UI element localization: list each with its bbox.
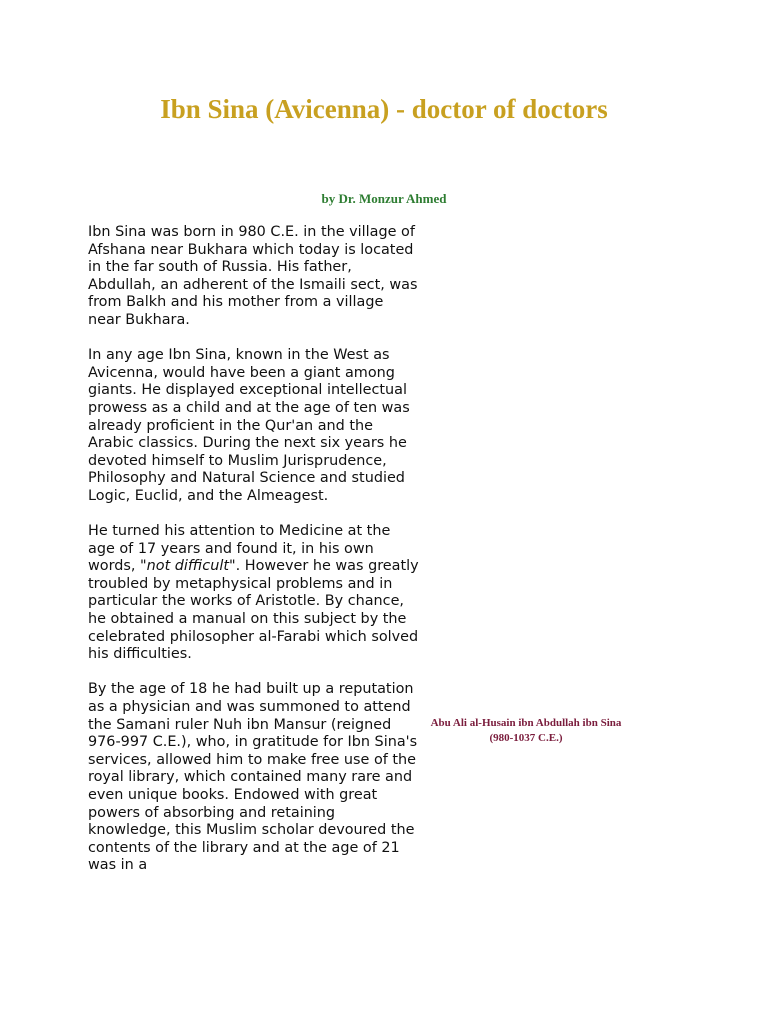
paragraph-physician: By the age of 18 he had built up a reputation as a physician and was summoned to attend the Samani ruler Nuh ibn Mansur (reigned 976-997 C.E.), who, in gratitude for Ibn Sina's services, allowed him to make free use of the royal library, which contained many rare and even unique books. Endowed with great powers of absorbing and retaining knowledge, this Muslim scholar devoured the contents of the library and at the age of 21 was in a [88, 681, 418, 874]
paragraph-early-life: In any age Ibn Sina, known in the West as Avicenna, would have been a giant among giants. He displayed exceptional intellectual prowess as a child and at the age of ten was already proficient in the Qur'an and the Arabic classics. During the next six years he devoted himself to Muslim Jurisprudence, Philosophy and Natural Science and studied Logic, Euclid, and the Almeagest. [88, 347, 410, 504]
paragraph-medicine-start: He turned his attention to Medicine at the age of 17 years and found it, in his own words, " [88, 523, 391, 575]
paragraph-medicine [88, 523, 420, 664]
paragraph-medicine-end: ". However he was greatly troubled by metaphysical problems and in particular the works of Aristotle. By chance, he obtained a manual on this subject by the celebrated philosopher al-Farabi which solved his difficulties. [88, 558, 419, 663]
paragraph-birth: Ibn Sina was born in 980 C.E. in the village of Afshana near Bukhara which today is located in the far south of Russia. His father, Abdullah, an adherent of the Ismaili sect, was from Balkh and his mother from a village near Bukhara. [88, 224, 418, 328]
portrait-caption: Abu Ali al-Husain ibn Abdullah ibn Sina (980-1037 C.E.) [430, 717, 622, 744]
article-title: Ibn Sina (Avicenna) - doctor of doctors [160, 94, 608, 124]
article-byline: by Dr. Monzur Ahmed [321, 191, 447, 206]
quote-emphasis: not difficult [146, 558, 229, 575]
article-body [88, 224, 420, 893]
